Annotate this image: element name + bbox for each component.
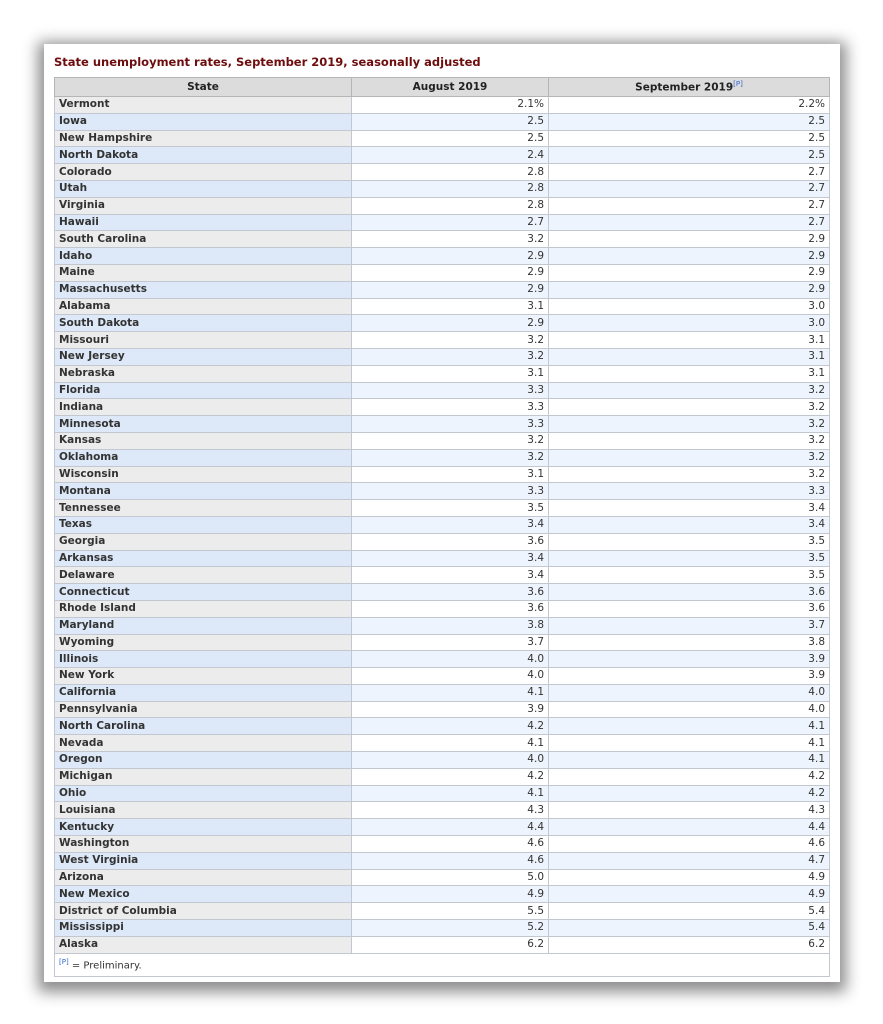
table-row	[55, 668, 830, 685]
august-value-cell: 2.1%	[352, 97, 549, 114]
august-value-cell: 3.4	[352, 550, 549, 567]
state-cell: Virginia	[55, 197, 352, 214]
september-value-cell: 3.1	[549, 332, 830, 349]
state-cell: Oklahoma	[55, 449, 352, 466]
august-value-cell: 2.4	[352, 147, 549, 164]
state-cell: Utah	[55, 180, 352, 197]
september-value-cell: 3.2	[549, 432, 830, 449]
state-cell: Nevada	[55, 735, 352, 752]
unemployment-table	[54, 77, 830, 977]
table-row	[55, 768, 830, 785]
september-value-cell: 4.7	[549, 852, 830, 869]
table-row	[55, 449, 830, 466]
september-value-cell: 4.1	[549, 752, 830, 769]
state-cell: South Dakota	[55, 315, 352, 332]
table-row	[55, 147, 830, 164]
september-value-cell: 3.3	[549, 483, 830, 500]
august-value-cell: 2.9	[352, 281, 549, 298]
august-value-cell: 2.8	[352, 180, 549, 197]
table-row	[55, 315, 830, 332]
august-value-cell: 3.1	[352, 298, 549, 315]
state-cell: Delaware	[55, 567, 352, 584]
september-value-cell: 2.7	[549, 197, 830, 214]
state-cell: Wisconsin	[55, 466, 352, 483]
september-value-cell: 4.0	[549, 684, 830, 701]
state-cell: Colorado	[55, 164, 352, 181]
table-row	[55, 214, 830, 231]
table-row	[55, 332, 830, 349]
august-value-cell: 3.3	[352, 416, 549, 433]
table-row	[55, 130, 830, 147]
state-cell: New Mexico	[55, 886, 352, 903]
table-row	[55, 416, 830, 433]
state-cell: Maine	[55, 264, 352, 281]
header-row	[55, 78, 830, 97]
september-value-cell: 3.7	[549, 617, 830, 634]
august-value-cell: 4.0	[352, 752, 549, 769]
table-row	[55, 617, 830, 634]
august-value-cell: 3.7	[352, 634, 549, 651]
state-cell: Rhode Island	[55, 600, 352, 617]
table-row	[55, 197, 830, 214]
table-container	[54, 54, 830, 977]
table-row	[55, 920, 830, 937]
table-row	[55, 634, 830, 651]
september-value-cell: 6.2	[549, 936, 830, 953]
table-row	[55, 399, 830, 416]
august-value-cell: 4.1	[352, 785, 549, 802]
september-value-cell: 2.7	[549, 180, 830, 197]
state-cell: Massachusetts	[55, 281, 352, 298]
august-value-cell: 4.6	[352, 852, 549, 869]
august-value-cell: 4.2	[352, 768, 549, 785]
footnote-marker[interactable]: [P]	[59, 958, 69, 967]
september-value-cell: 4.9	[549, 869, 830, 886]
table-row	[55, 886, 830, 903]
august-value-cell: 3.3	[352, 483, 549, 500]
august-value-cell: 4.1	[352, 684, 549, 701]
august-value-cell: 3.1	[352, 365, 549, 382]
state-cell: Nebraska	[55, 365, 352, 382]
table-row	[55, 836, 830, 853]
preliminary-note-link[interactable]: [P]	[733, 80, 743, 89]
state-cell: Georgia	[55, 533, 352, 550]
august-value-cell: 4.6	[352, 836, 549, 853]
table-row	[55, 903, 830, 920]
september-value-cell: 2.7	[549, 214, 830, 231]
september-value-cell: 3.2	[549, 399, 830, 416]
august-value-cell: 4.2	[352, 718, 549, 735]
table-row	[55, 684, 830, 701]
table-row	[55, 164, 830, 181]
september-value-cell: 3.5	[549, 533, 830, 550]
table-row	[55, 819, 830, 836]
state-cell: Hawaii	[55, 214, 352, 231]
state-cell: District of Columbia	[55, 903, 352, 920]
table-row	[55, 264, 830, 281]
table-row	[55, 382, 830, 399]
table-row	[55, 752, 830, 769]
august-value-cell: 3.6	[352, 533, 549, 550]
september-value-cell: 2.9	[549, 264, 830, 281]
august-value-cell: 3.2	[352, 231, 549, 248]
september-value-cell: 2.7	[549, 164, 830, 181]
table-row	[55, 869, 830, 886]
august-value-cell: 4.3	[352, 802, 549, 819]
table-row	[55, 348, 830, 365]
table-row	[55, 651, 830, 668]
table-title: State unemployment rates, September 2019, seasonally adjusted	[54, 55, 481, 69]
state-cell: Vermont	[55, 97, 352, 114]
august-value-cell: 2.7	[352, 214, 549, 231]
august-value-cell: 2.9	[352, 248, 549, 265]
table-row	[55, 298, 830, 315]
september-value-cell: 3.8	[549, 634, 830, 651]
state-cell: Pennsylvania	[55, 701, 352, 718]
august-value-cell: 3.6	[352, 584, 549, 601]
september-value-cell: 3.6	[549, 584, 830, 601]
september-value-cell: 2.5	[549, 130, 830, 147]
september-value-cell: 3.2	[549, 416, 830, 433]
table-row	[55, 584, 830, 601]
august-value-cell: 2.5	[352, 113, 549, 130]
september-value-cell: 4.6	[549, 836, 830, 853]
table-row	[55, 466, 830, 483]
september-value-cell: 3.5	[549, 567, 830, 584]
september-value-cell: 5.4	[549, 903, 830, 920]
footnote-row	[55, 953, 830, 976]
table-row	[55, 718, 830, 735]
august-value-cell: 6.2	[352, 936, 549, 953]
state-cell: Michigan	[55, 768, 352, 785]
state-cell: North Carolina	[55, 718, 352, 735]
table-row	[55, 432, 830, 449]
table-row	[55, 936, 830, 953]
september-value-cell: 3.0	[549, 298, 830, 315]
table-row	[55, 113, 830, 130]
state-cell: Alaska	[55, 936, 352, 953]
state-cell: Kentucky	[55, 819, 352, 836]
september-value-cell: 3.9	[549, 668, 830, 685]
september-value-cell: 2.9	[549, 248, 830, 265]
column-header-september-label: September 2019	[635, 81, 734, 94]
september-value-cell: 3.5	[549, 550, 830, 567]
state-cell: Texas	[55, 516, 352, 533]
september-value-cell: 3.0	[549, 315, 830, 332]
table-row	[55, 516, 830, 533]
august-value-cell: 2.5	[352, 130, 549, 147]
state-cell: New Jersey	[55, 348, 352, 365]
state-cell: Indiana	[55, 399, 352, 416]
september-value-cell: 4.0	[549, 701, 830, 718]
state-cell: Connecticut	[55, 584, 352, 601]
state-cell: Illinois	[55, 651, 352, 668]
september-value-cell: 2.5	[549, 147, 830, 164]
state-cell: Kansas	[55, 432, 352, 449]
september-value-cell: 4.1	[549, 718, 830, 735]
september-value-cell: 3.4	[549, 516, 830, 533]
september-value-cell: 3.9	[549, 651, 830, 668]
table-row	[55, 281, 830, 298]
august-value-cell: 3.8	[352, 617, 549, 634]
state-cell: Oregon	[55, 752, 352, 769]
august-value-cell: 4.0	[352, 651, 549, 668]
august-value-cell: 3.9	[352, 701, 549, 718]
september-value-cell: 5.4	[549, 920, 830, 937]
table-row	[55, 852, 830, 869]
august-value-cell: 3.3	[352, 382, 549, 399]
column-header-state	[55, 78, 352, 97]
august-value-cell: 5.5	[352, 903, 549, 920]
september-value-cell: 4.4	[549, 819, 830, 836]
state-cell: Montana	[55, 483, 352, 500]
september-value-cell: 2.2%	[549, 97, 830, 114]
footnote	[55, 953, 830, 976]
september-value-cell: 3.1	[549, 365, 830, 382]
table-row	[55, 701, 830, 718]
table-row	[55, 785, 830, 802]
table-row	[55, 600, 830, 617]
august-value-cell: 5.2	[352, 920, 549, 937]
september-value-cell: 3.4	[549, 500, 830, 517]
august-value-cell: 3.1	[352, 466, 549, 483]
table-row	[55, 248, 830, 265]
august-value-cell: 3.5	[352, 500, 549, 517]
table-row	[55, 567, 830, 584]
september-value-cell: 4.3	[549, 802, 830, 819]
state-cell: New York	[55, 668, 352, 685]
august-value-cell: 3.2	[352, 332, 549, 349]
column-header-august-label: August 2019	[412, 81, 488, 93]
state-cell: Minnesota	[55, 416, 352, 433]
august-value-cell: 3.2	[352, 449, 549, 466]
september-value-cell: 3.2	[549, 466, 830, 483]
state-cell: West Virginia	[55, 852, 352, 869]
august-value-cell: 4.9	[352, 886, 549, 903]
state-cell: Arizona	[55, 869, 352, 886]
table-row	[55, 735, 830, 752]
table-body	[55, 97, 830, 954]
column-header-state-label: State	[187, 81, 219, 93]
state-cell: Washington	[55, 836, 352, 853]
state-cell: Iowa	[55, 113, 352, 130]
column-header-august	[352, 78, 549, 97]
footnote-text: = Preliminary.	[68, 960, 142, 972]
table-card	[44, 44, 840, 982]
state-cell: California	[55, 684, 352, 701]
september-value-cell: 4.1	[549, 735, 830, 752]
state-cell: Wyoming	[55, 634, 352, 651]
state-cell: Mississippi	[55, 920, 352, 937]
table-row	[55, 231, 830, 248]
state-cell: Missouri	[55, 332, 352, 349]
august-value-cell: 5.0	[352, 869, 549, 886]
state-cell: Idaho	[55, 248, 352, 265]
state-cell: Arkansas	[55, 550, 352, 567]
august-value-cell: 4.0	[352, 668, 549, 685]
table-row	[55, 533, 830, 550]
table-row	[55, 500, 830, 517]
state-cell: South Carolina	[55, 231, 352, 248]
table-row	[55, 802, 830, 819]
september-value-cell: 3.2	[549, 449, 830, 466]
september-value-cell: 3.6	[549, 600, 830, 617]
state-cell: Alabama	[55, 298, 352, 315]
table-row	[55, 180, 830, 197]
september-value-cell: 4.2	[549, 768, 830, 785]
state-cell: New Hampshire	[55, 130, 352, 147]
table-row	[55, 97, 830, 114]
august-value-cell: 3.3	[352, 399, 549, 416]
state-cell: Tennessee	[55, 500, 352, 517]
august-value-cell: 4.4	[352, 819, 549, 836]
september-value-cell: 3.1	[549, 348, 830, 365]
august-value-cell: 3.4	[352, 567, 549, 584]
august-value-cell: 3.2	[352, 432, 549, 449]
august-value-cell: 3.2	[352, 348, 549, 365]
august-value-cell: 2.8	[352, 197, 549, 214]
september-value-cell: 2.9	[549, 281, 830, 298]
august-value-cell: 4.1	[352, 735, 549, 752]
september-value-cell: 2.9	[549, 231, 830, 248]
september-value-cell: 2.5	[549, 113, 830, 130]
state-cell: Florida	[55, 382, 352, 399]
september-value-cell: 3.2	[549, 382, 830, 399]
table-row	[55, 365, 830, 382]
september-value-cell: 4.2	[549, 785, 830, 802]
august-value-cell: 3.4	[352, 516, 549, 533]
september-value-cell: 4.9	[549, 886, 830, 903]
state-cell: North Dakota	[55, 147, 352, 164]
column-header-september	[549, 78, 830, 97]
table-row	[55, 483, 830, 500]
august-value-cell: 2.9	[352, 315, 549, 332]
august-value-cell: 2.8	[352, 164, 549, 181]
august-value-cell: 2.9	[352, 264, 549, 281]
state-cell: Maryland	[55, 617, 352, 634]
august-value-cell: 3.6	[352, 600, 549, 617]
state-cell: Ohio	[55, 785, 352, 802]
table-row	[55, 550, 830, 567]
state-cell: Louisiana	[55, 802, 352, 819]
